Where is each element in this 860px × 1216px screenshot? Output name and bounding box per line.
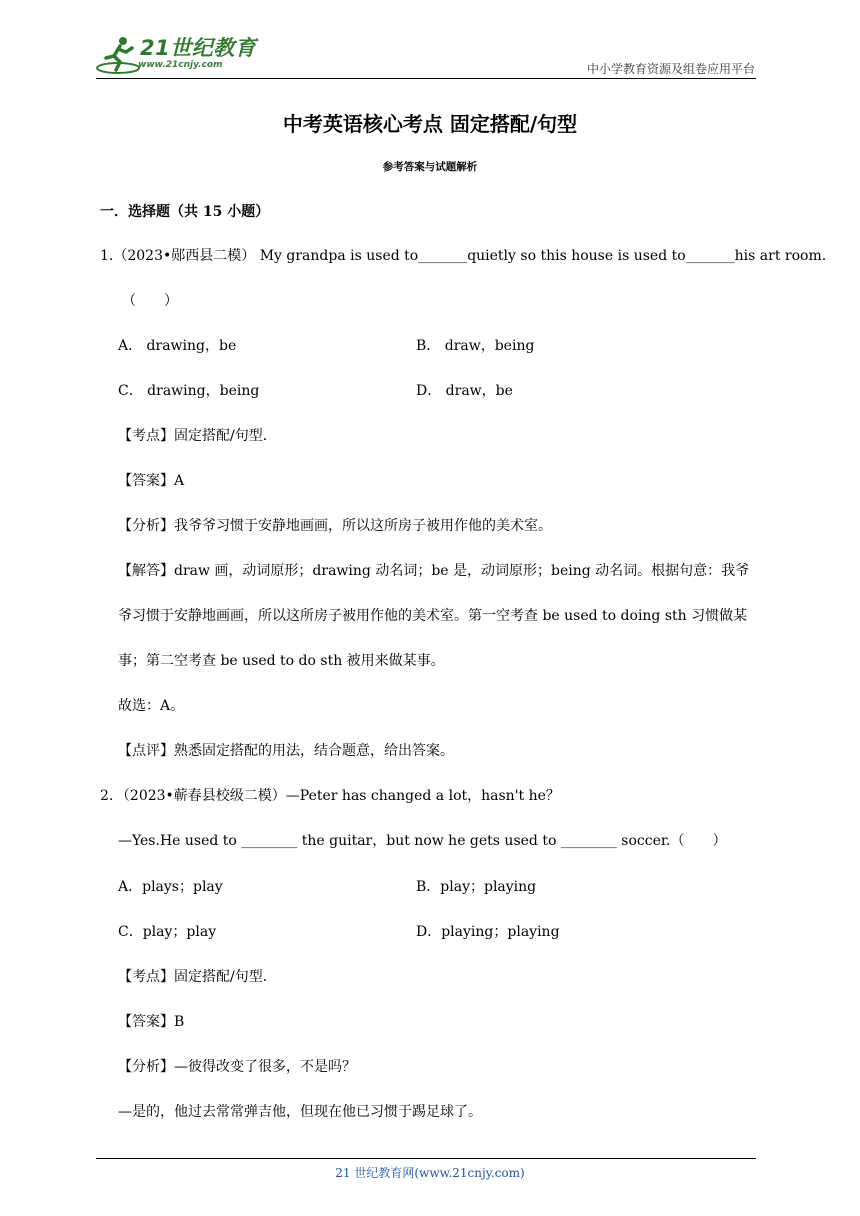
q2-analysis-line-2: —是的，他过去常常弹吉他，但现在他已习惯于踢足球了。 (118, 1104, 482, 1120)
q1-comment: 【点评】熟悉固定搭配的用法，结合题意，给出答案。 (118, 743, 454, 759)
runner-icon (96, 34, 142, 76)
site-logo[interactable] (96, 34, 266, 76)
q2-analysis: 【分析】—彼得改变了很多，不是吗？ (118, 1059, 356, 1075)
page-title: 中考英语核心考点 固定搭配/句型 (282, 112, 578, 136)
logo-url: www.21cnjy.com (138, 60, 223, 70)
q1-option-c[interactable]: C． drawing，being (118, 383, 260, 399)
footer-divider (96, 1158, 756, 1159)
q1-solution-line-2: 爷习惯于安静地画画，所以这所房子被用作他的美术室。第一空考查 be used to doing sth 习惯做某 (118, 608, 748, 624)
q1-option-d[interactable]: D． draw，be (416, 383, 513, 399)
q1-stem: 1.（2023•郧西县二模） My grandpa is used to_______quietly so this house is used to_______his art room. (100, 248, 827, 264)
q1-analysis: 【分析】我爷爷习惯于安静地画画，所以这所房子被用作他的美术室。 (118, 518, 552, 534)
q1-answer: 【答案】A (118, 473, 185, 489)
q1-solution-line-3: 事；第二空考查 be used to do sth 被用来做某事。 (118, 653, 445, 669)
section-heading: 一．选择题（共 15 小题） (100, 204, 270, 220)
q2-kaodian: 【考点】固定搭配/句型． (118, 969, 277, 985)
logo-text: 21世纪教育 (140, 36, 257, 60)
q1-choice: 故选：A。 (118, 698, 185, 714)
q2-option-c[interactable]: C．play；play (118, 924, 217, 940)
header-divider (96, 78, 756, 79)
q1-answer-blank: （ ） (122, 293, 178, 309)
q2-stem-line-2: —Yes.He used to ________ the guitar，but now he gets used to ________ soccer.（ ） (118, 833, 727, 849)
q1-option-b[interactable]: B． draw，being (416, 338, 535, 354)
q2-stem: 2．（2023•蕲春县校级二模）—Peter has changed a lot，hasn't he？ (100, 788, 560, 804)
q2-answer: 【答案】B (118, 1014, 185, 1030)
q1-solution-line-1: 【解答】draw 画，动词原形；drawing 动名词；be 是，动词原形；being 动名词。根据句意：我爷 (118, 563, 750, 579)
q1-kaodian: 【考点】固定搭配/句型． (118, 428, 277, 444)
q1-option-a[interactable]: A． drawing，be (118, 338, 237, 354)
q2-option-b[interactable]: B．play；playing (416, 879, 537, 895)
page-subtitle: 参考答案与试题解析 (382, 161, 478, 173)
q2-option-d[interactable]: D．playing；playing (416, 924, 560, 940)
platform-name: 中小学教育资源及组卷应用平台 (586, 62, 755, 76)
q2-option-a[interactable]: A．plays；play (118, 879, 223, 895)
footer-link[interactable]: 21 世纪教育网(www.21cnjy.com) (335, 1166, 525, 1180)
